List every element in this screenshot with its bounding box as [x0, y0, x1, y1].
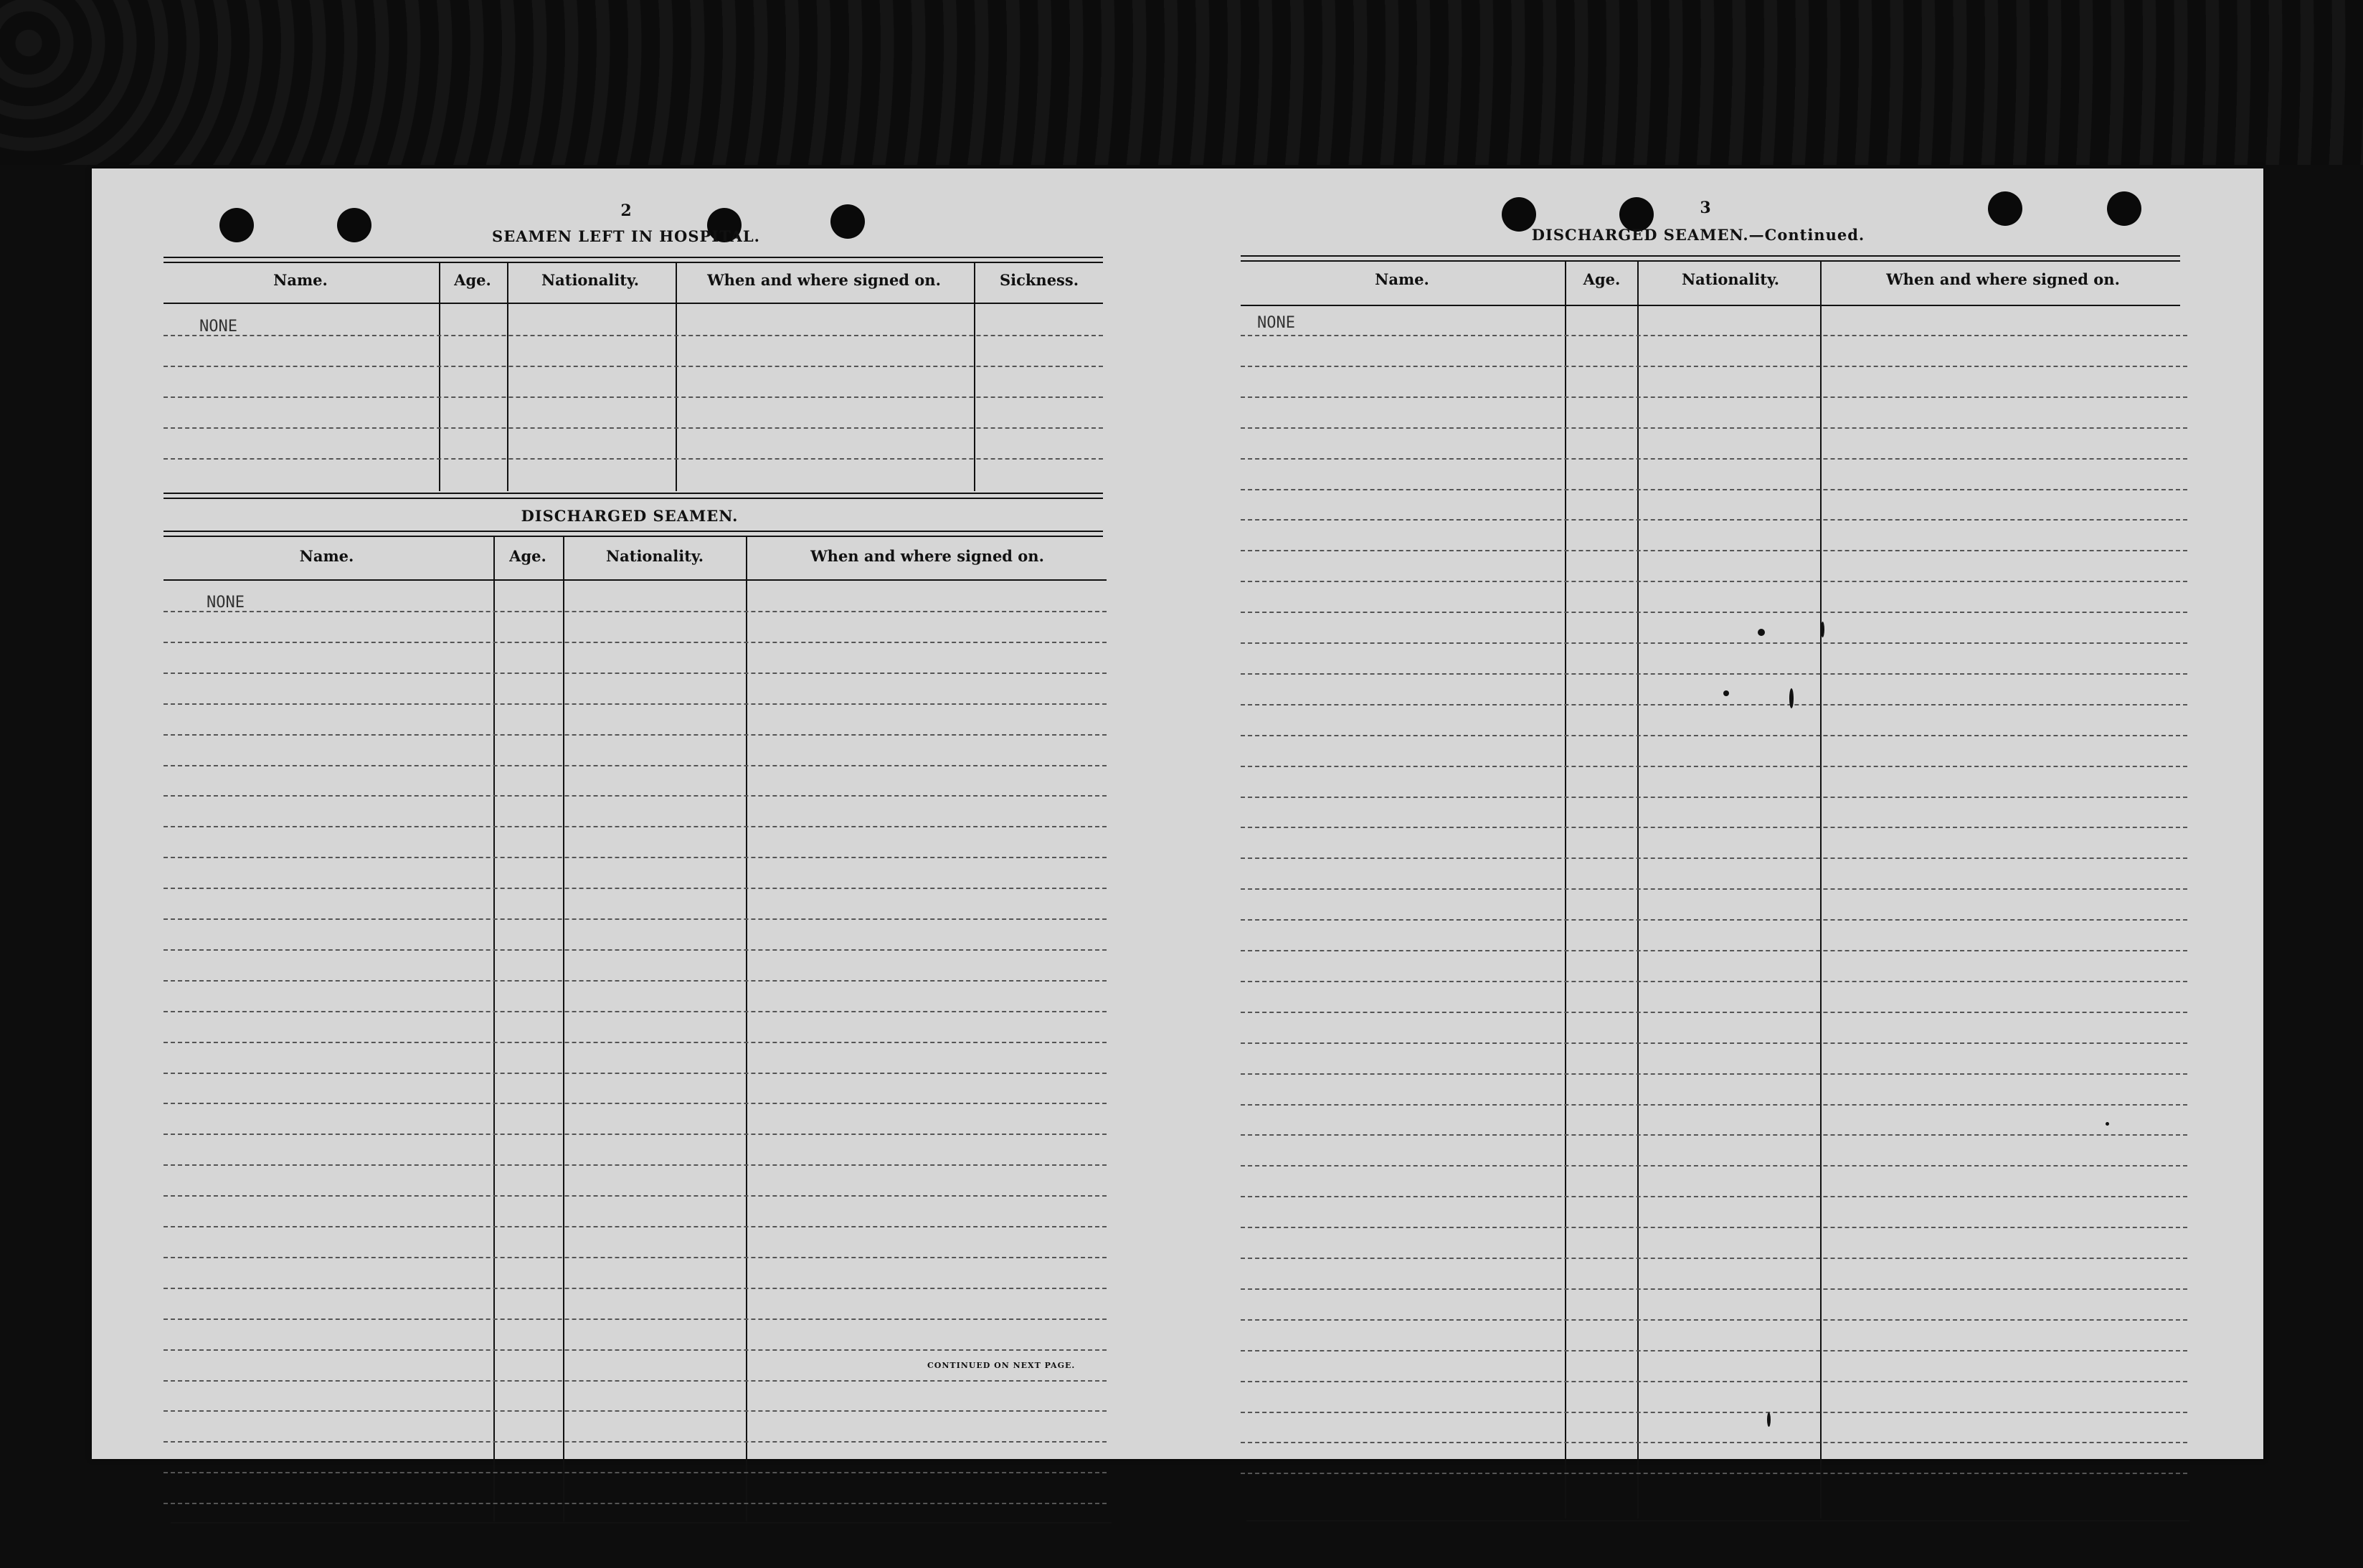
column-divider: [676, 262, 677, 491]
ruled-line: [1241, 797, 2187, 798]
ruled-line: [164, 396, 1103, 398]
ruled-line: [164, 765, 1107, 766]
ruled-line: [164, 1349, 1107, 1351]
ruled-line: [1241, 1012, 2187, 1013]
ruled-line: [164, 918, 1107, 920]
ruled-line: [164, 335, 1103, 336]
punch-hole: [337, 208, 371, 242]
ruled-line: [1241, 704, 2187, 705]
header-rule: [1241, 305, 2180, 306]
column-divider: [439, 262, 440, 491]
ruled-line: [164, 1257, 1107, 1258]
ruled-line: [164, 1103, 1107, 1104]
ink-speck: [1821, 622, 1824, 637]
ruled-line: [164, 366, 1103, 367]
page-title-right: DISCHARGED SEAMEN.—Continued.: [1531, 226, 1865, 244]
ruled-line: [1241, 827, 2187, 828]
header-signed-on: When and where signed on.: [1886, 270, 2120, 288]
ruled-line: [164, 673, 1107, 674]
ruled-line: [164, 1441, 1107, 1443]
ruled-line: [1241, 1104, 2187, 1106]
discharged-seamen-title: DISCHARGED SEAMEN.: [521, 507, 739, 525]
ruled-line: [1241, 1042, 2187, 1044]
header-nationality: Nationality.: [605, 547, 704, 565]
ruled-line: [1241, 458, 2187, 460]
ruled-line: [1241, 1412, 2187, 1413]
section-rule: [164, 493, 1103, 499]
ruled-line: [164, 980, 1107, 982]
ruled-line: [164, 427, 1103, 429]
ruled-line: [164, 1472, 1107, 1473]
header-name: Name.: [299, 547, 354, 565]
ruled-line: [164, 1503, 1107, 1504]
ruled-line: [164, 1226, 1107, 1227]
ruled-line: [1241, 1473, 2187, 1474]
header-rule: [164, 579, 1107, 581]
ruled-line: [164, 795, 1107, 797]
ruled-line: [1241, 1258, 2187, 1259]
ruled-line: [164, 1318, 1107, 1320]
header-nationality: Nationality.: [1681, 270, 1780, 288]
ruled-line: [1241, 766, 2187, 767]
ink-speck: [1758, 629, 1765, 636]
ruled-line: [1241, 396, 2187, 398]
table-top-rule: [164, 257, 1103, 263]
punch-hole: [830, 204, 865, 239]
ruled-line: [164, 1042, 1107, 1043]
ruled-line: [1241, 335, 2187, 336]
punch-hole: [1988, 191, 2022, 226]
page-title-left: SEAMEN LEFT IN HOSPITAL.: [492, 227, 760, 245]
ruled-line: [1241, 1381, 2187, 1382]
ruled-line: [1241, 1319, 2187, 1321]
ruled-line: [164, 826, 1107, 827]
ruled-line: [1241, 857, 2187, 859]
ruled-line: [164, 1380, 1107, 1382]
ruled-line: [164, 949, 1107, 951]
ink-speck: [1723, 690, 1729, 696]
ruled-line: [164, 1195, 1107, 1197]
ink-speck: [1767, 1412, 1771, 1427]
column-divider: [746, 536, 747, 1521]
column-divider: [974, 262, 975, 491]
column-divider: [563, 536, 564, 1521]
ruled-line: [164, 1134, 1107, 1135]
column-divider: [493, 536, 495, 1521]
punch-hole: [219, 208, 254, 242]
ruled-line: [164, 1410, 1107, 1412]
ruled-line: [1241, 673, 2187, 675]
background-pattern: [0, 0, 2363, 165]
column-divider: [507, 262, 508, 491]
table-bottom-rule: [1246, 1520, 2189, 1521]
ruled-line: [1241, 1288, 2187, 1290]
continued-note: CONTINUED ON NEXT PAGE.: [927, 1361, 1076, 1370]
ruled-line: [164, 1011, 1107, 1012]
header-age: Age.: [509, 547, 546, 565]
ruled-line: [1241, 366, 2187, 367]
ruled-line: [1241, 950, 2187, 951]
document-sheet: [92, 168, 2263, 1459]
ruled-line: [1241, 519, 2187, 521]
header-nationality: Nationality.: [541, 271, 640, 289]
header-name: Name.: [273, 271, 328, 289]
ruled-line: [1241, 1196, 2187, 1197]
table-top-rule: [1241, 255, 2180, 262]
continued-entry-none: NONE: [1257, 314, 1295, 332]
hospital-entry-none: NONE: [199, 318, 237, 336]
page-number-left: 2: [620, 201, 632, 220]
ruled-line: [1241, 427, 2187, 429]
ruled-line: [164, 1073, 1107, 1074]
page-number-right: 3: [1700, 199, 1711, 217]
ruled-line: [1241, 642, 2187, 644]
punch-hole: [2107, 191, 2141, 226]
ruled-line: [1241, 1073, 2187, 1075]
ruled-line: [164, 734, 1107, 736]
ruled-line: [1241, 981, 2187, 982]
header-rule: [164, 303, 1103, 304]
header-signed-on: When and where signed on.: [810, 547, 1044, 565]
header-name: Name.: [1375, 270, 1429, 288]
ruled-line: [164, 703, 1107, 705]
table-bottom-rule: [171, 1522, 1112, 1524]
ruled-line: [1241, 1227, 2187, 1228]
ruled-line: [1241, 1165, 2187, 1167]
header-age: Age.: [454, 271, 491, 289]
ruled-line: [164, 642, 1107, 643]
header-sickness: Sickness.: [999, 271, 1079, 289]
ruled-line: [164, 1164, 1107, 1166]
ruled-line: [1241, 1442, 2187, 1443]
ink-speck: [1789, 688, 1794, 708]
ruled-line: [1241, 581, 2187, 582]
ruled-line: [1241, 888, 2187, 890]
header-signed-on: When and where signed on.: [707, 271, 941, 289]
ruled-line: [164, 1288, 1107, 1289]
ruled-line: [1241, 919, 2187, 921]
ruled-line: [164, 857, 1107, 858]
ink-speck: [2106, 1122, 2109, 1126]
ruled-line: [1241, 1134, 2187, 1136]
ruled-line: [164, 611, 1107, 612]
ruled-line: [1241, 612, 2187, 613]
discharged-entry-none: NONE: [207, 594, 245, 612]
ruled-line: [1241, 489, 2187, 490]
section-rule: [164, 531, 1103, 537]
header-age: Age.: [1583, 270, 1621, 288]
ruled-line: [1241, 550, 2187, 551]
ruled-line: [1241, 735, 2187, 736]
ruled-line: [164, 888, 1107, 889]
ruled-line: [164, 458, 1103, 460]
ruled-line: [1241, 1350, 2187, 1351]
